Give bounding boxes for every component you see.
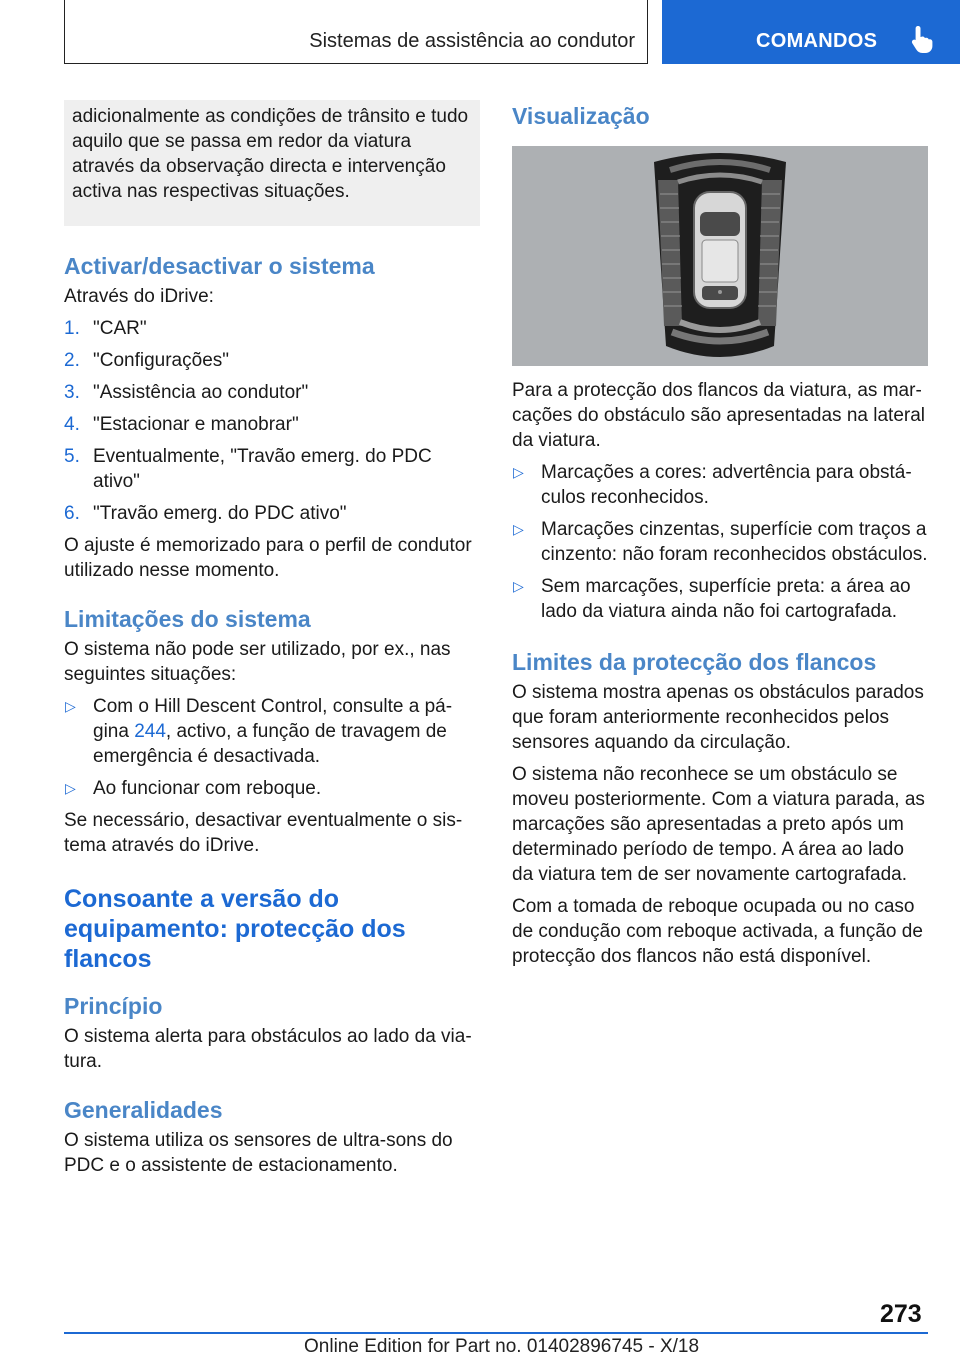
flank-protection-figure [512, 146, 928, 366]
visualization-text: Para a protecção dos flancos da viatura, as marcações do obstáculo são apresentadas na lateral da viatura. [512, 380, 925, 451]
list-item [512, 460, 930, 510]
triangle-bullet-icon: ▷ [513, 521, 524, 537]
flank-limits-p2: O sistema não reconhece se um obstáculo se moveu posteriormente. Com a viatura parada, as marcações são apresentadas a preto após um determinado período de tempo. A área ao lado da viatura tem de ser novamente cartografada. [512, 764, 925, 885]
triangle-bullet-icon: ▷ [513, 464, 524, 480]
limitations-intro: O sistema não pode ser utilizado, por ex., nas seguintes situações: [64, 639, 451, 685]
principle-text: O sistema alerta para obstáculos ao lado da viatura. [64, 1026, 472, 1072]
step-text: "Estacionar e manobrar" [93, 414, 299, 435]
list-item [512, 574, 930, 624]
step-number: 3. [64, 382, 80, 403]
heading-flank-limits: Limites da protecção dos flancos [512, 649, 877, 675]
heading-general: Generalidades [64, 1097, 223, 1123]
header-section-box [64, 0, 648, 64]
list-item [64, 412, 480, 437]
heading-principle: Princípio [64, 993, 163, 1019]
list-item [64, 380, 480, 405]
heading-limitations: Limitações do sistema [64, 606, 311, 632]
list-item [64, 501, 480, 526]
header-tab-label: COMANDOS [756, 30, 878, 52]
heading-visualization: Visualização [512, 103, 650, 129]
list-item [64, 348, 480, 373]
footer-edition: Online Edition for Part no. 01402896745 - X/18 [304, 1336, 700, 1357]
bullet-text-pre: Com o Hill Descent Control, consulte a página [93, 696, 453, 742]
bullet-text-post: , activo, a função de travagem de emergência é desactivada. [93, 721, 447, 767]
header-tab-comandos[interactable] [662, 0, 960, 64]
step-number: 4. [64, 414, 80, 435]
page-number: 273 [880, 1300, 922, 1328]
list-item [64, 444, 480, 494]
bullet-text: Sem marcações, superfície preta: a área ao lado da viatura ainda não foi cartografada. [541, 576, 911, 622]
visualization-list [512, 460, 930, 624]
activate-intro: Através do iDrive: [64, 286, 214, 307]
flank-limits-p3: Com a tomada de reboque ocupada ou no caso de condução com reboque activada, a função de protecção dos flancos não está disponível. [512, 896, 923, 967]
page-link[interactable]: 244 [134, 721, 166, 742]
footer-divider [64, 1332, 928, 1334]
step-text: "CAR" [93, 318, 147, 339]
car-top-view-illustration [512, 146, 928, 366]
triangle-bullet-icon: ▷ [65, 698, 76, 714]
step-number: 5. [64, 446, 80, 467]
main-heading: Consoante a versão do equipamento: protecção dos flancos [64, 885, 406, 973]
step-number: 1. [64, 318, 80, 339]
list-item [64, 316, 480, 341]
right-column [512, 100, 930, 976]
general-text: O sistema utiliza os sensores de ultra-sons do PDC e o assistente de estacionamento. [64, 1130, 453, 1176]
triangle-bullet-icon: ▷ [513, 578, 524, 594]
heading-activate: Activar/desactivar o sistema [64, 253, 375, 279]
step-number: 2. [64, 350, 80, 371]
step-number: 6. [64, 503, 80, 524]
triangle-bullet-icon: ▷ [65, 780, 76, 796]
step-text: "Configurações" [93, 350, 230, 371]
left-column [64, 100, 480, 1185]
bullet-text: Marcações cinzentas, superfície com traços a cinzento: não foram reconhecidos obstáculos. [541, 519, 928, 565]
list-item [64, 776, 480, 801]
header-section-title: Sistemas de assistência ao condutor [309, 30, 635, 52]
bullet-text: Ao funcionar com reboque. [93, 778, 322, 799]
hand-pointer-icon [910, 24, 936, 54]
activate-steps [64, 316, 480, 526]
flank-limits-p1: O sistema mostra apenas os obstáculos parados que foram anteriormente reconhecidos pelos sensores aquando da circulação. [512, 682, 924, 753]
continued-note: adicionalmente as condições de trânsito e tudo aquilo que se passa em redor da viatura através da observação directa e intervenção activa nas respectivas situações. [64, 100, 480, 226]
limitations-after: Se necessário, desactivar eventualmente o sistema através do iDrive. [64, 810, 463, 856]
step-text: "Travão emerg. do PDC ativo" [93, 503, 347, 524]
limitations-list [64, 694, 480, 801]
step-text: Eventualmente, "Travão emerg. do PDC ativo" [93, 446, 432, 492]
list-item [512, 517, 930, 567]
list-item [64, 694, 480, 769]
bullet-text: Marcações a cores: advertência para obstáculos reconhecidos. [541, 462, 912, 508]
activate-after: O ajuste é memorizado para o perfil de condutor utilizado nesse momento. [64, 535, 472, 581]
step-text: "Assistência ao condutor" [93, 382, 309, 403]
